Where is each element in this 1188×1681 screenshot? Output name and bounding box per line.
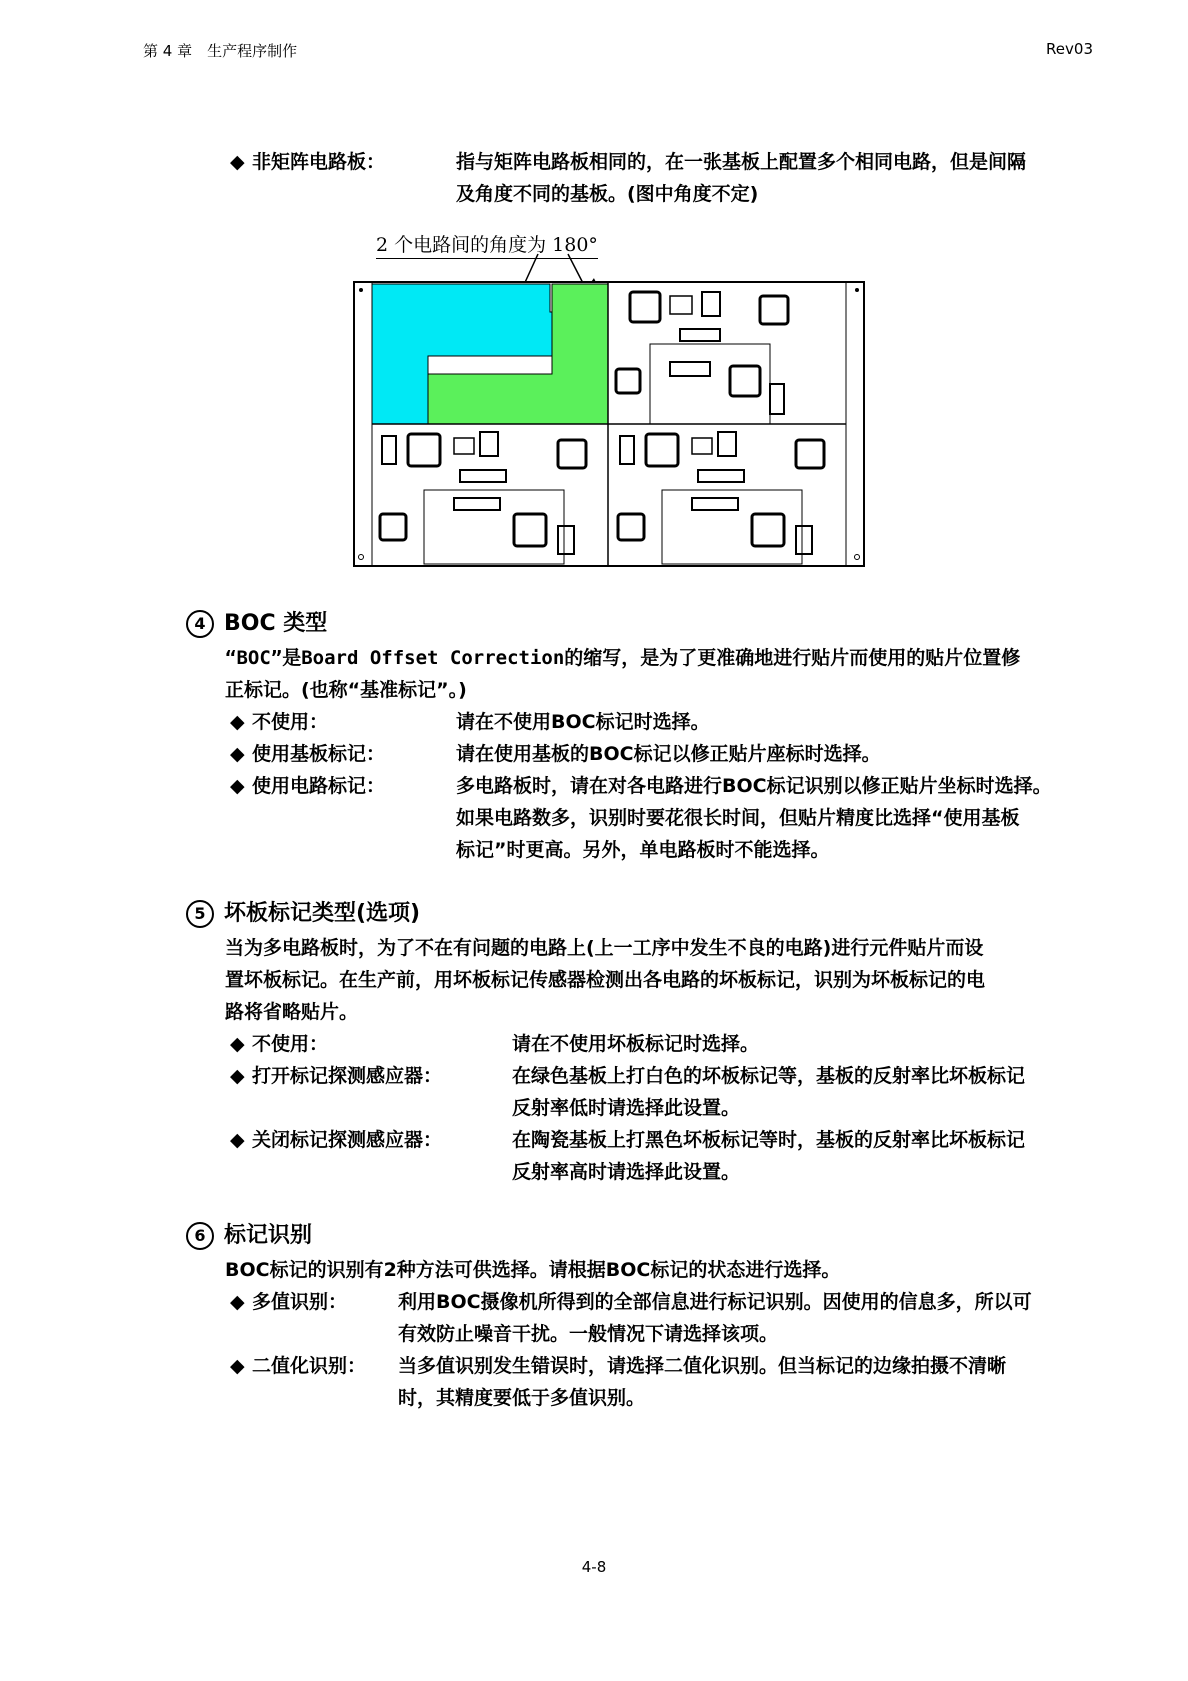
header-revision: Rev03 — [1046, 40, 1093, 58]
s6-item-1-term: ◆ 多值识别： — [230, 1286, 347, 1318]
s6-item-1-desc-line-1: 利用BOC摄像机所得到的全部信息进行标记识别。因使用的信息多，所以可 — [398, 1291, 1032, 1313]
s4-item-1-desc: 请在不使用BOC标记时选择。 — [456, 711, 710, 733]
s4-item-3-desc-line-1: 多电路板时，请在对各电路进行BOC标记识别以修正贴片坐标时选择。 — [456, 775, 1052, 797]
section-5-para-line-1: 当为多电路板时，为了不在有问题的电路上(上一工序中发生不良的电路)进行元件贴片而设 — [225, 937, 984, 959]
s5-item-1-desc: 请在不使用坏板标记时选择。 — [512, 1033, 760, 1055]
page-number: 4-8 — [581, 1558, 607, 1576]
s4-item-1-term: ◆ 不使用： — [230, 706, 328, 738]
section-6-title: 标记识别 — [224, 1223, 313, 1248]
slot-gap — [428, 356, 552, 374]
intro-term: 非矩阵电路板： — [252, 151, 386, 173]
section-5-heading — [186, 896, 420, 928]
bullet-icon: ◆ — [230, 1129, 245, 1151]
s6-item-1-desc-line-2: 有效防止噪音干扰。一般情况下请选择该项。 — [398, 1323, 779, 1345]
figure-caption: 2 个电路间的角度为 180° — [376, 230, 598, 259]
bullet-icon: ◆ — [230, 743, 245, 765]
s5-item-3-desc-line-2: 反射率高时请选择此设置。 — [512, 1161, 741, 1183]
s5-item-2-desc-line-2: 反射率低时请选择此设置。 — [512, 1097, 741, 1119]
bullet-icon: ◆ — [230, 1033, 245, 1055]
section-5-title: 坏板标记类型(选项) — [224, 901, 421, 926]
s4-item-2-desc: 请在使用基板的BOC标记以修正贴片座标时选择。 — [456, 743, 881, 765]
s6-item-2-desc-line-1: 当多值识别发生错误时，请选择二值化识别。但当标记的边缘拍摄不清晰 — [398, 1355, 1007, 1377]
s6-item-2-term: ◆ 二值化识别： — [230, 1350, 366, 1382]
s4-item-3-desc-line-2: 如果电路数多，识别时要花很长时间，但贴片精度比选择“使用基板 — [456, 807, 1020, 829]
bullet-icon: ◆ — [230, 1065, 245, 1087]
circled-number-6: 6 — [186, 1222, 214, 1250]
bullet-icon: ◆ — [230, 151, 245, 173]
s4-item-3-desc-line-3: 标记”时更高。另外，单电路板时不能选择。 — [456, 839, 830, 861]
circled-number-4: 4 — [186, 610, 214, 638]
header-chapter: 第 4 章 生产程序制作 — [143, 42, 298, 60]
section-4-para-line-2: 正标记。(也称“基准标记”。) — [225, 679, 467, 701]
intro-desc-line-2: 及角度不同的基板。(图中角度不定) — [456, 183, 759, 205]
section-4-title: BOC 类型 — [224, 611, 328, 636]
intro-desc-line-1: 指与矩阵电路板相同的，在一张基板上配置多个相同电路，但是间隔 — [456, 151, 1027, 173]
section-4-heading — [186, 606, 327, 638]
intro-term-row — [230, 146, 385, 178]
s5-item-3-desc-line-1: 在陶瓷基板上打黑色坏板标记等时，基板的反射率比坏板标记 — [512, 1129, 1026, 1151]
section-4-para-line-1: “BOC”是Board Offset Correction的缩写，是为了更准确地进行贴片而使用的贴片位置修 — [225, 647, 1021, 669]
section-5-para-line-3: 路将省略贴片。 — [225, 1001, 359, 1023]
section-6-heading — [186, 1218, 312, 1250]
bullet-icon: ◆ — [230, 1355, 245, 1377]
s5-item-2-desc-line-1: 在绿色基板上打白色的坏板标记等，基板的反射率比坏板标记 — [512, 1065, 1026, 1087]
hole-icon — [359, 288, 363, 292]
pcb-figure — [350, 252, 870, 572]
bullet-icon: ◆ — [230, 775, 245, 797]
s5-item-3-term: ◆ 关闭标记探测感应器： — [230, 1124, 442, 1156]
bullet-icon: ◆ — [230, 1291, 245, 1313]
s5-item-1-term: ◆ 不使用： — [230, 1028, 328, 1060]
section-6-para: BOC标记的识别有2种方法可供选择。请根据BOC标记的状态进行选择。 — [225, 1259, 841, 1281]
s4-item-2-term: ◆ 使用基板标记： — [230, 738, 385, 770]
hole-icon — [855, 288, 859, 292]
bullet-icon: ◆ — [230, 711, 245, 733]
s6-item-2-desc-line-2: 时，其精度要低于多值识别。 — [398, 1387, 646, 1409]
section-5-para-line-2: 置坏板标记。在生产前，用坏板标记传感器检测出各电路的坏板标记，识别为坏板标记的电 — [225, 969, 986, 991]
circled-number-5: 5 — [186, 900, 214, 928]
s4-item-3-term: ◆ 使用电路标记： — [230, 770, 385, 802]
s5-item-2-term: ◆ 打开标记探测感应器： — [230, 1060, 442, 1092]
